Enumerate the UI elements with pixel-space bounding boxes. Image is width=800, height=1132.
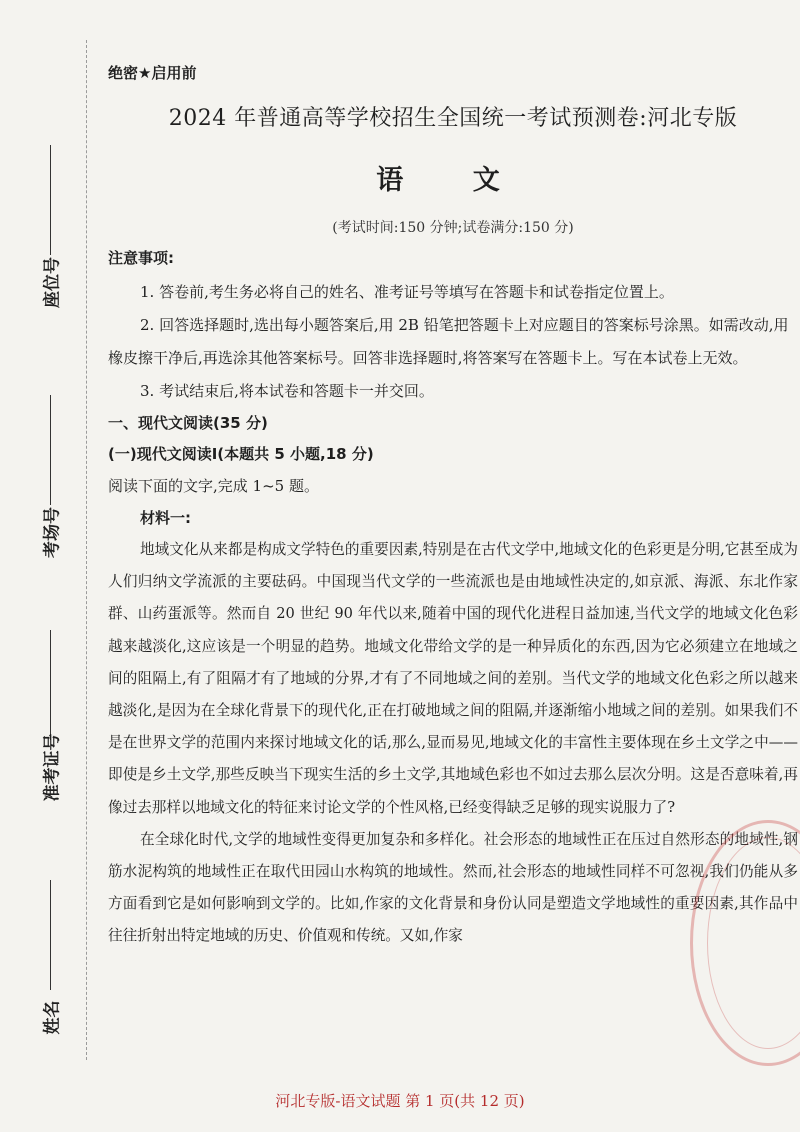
seat-number-label: 座位号 [42,257,63,308]
name-fill-line [50,880,51,990]
exam-room-label: 考场号 [42,507,63,558]
secret-label: 绝密★启用前 [108,64,197,82]
material-paragraph-2: 在全球化时代,文学的地域性变得更加复杂和多样化。社会形态的地域性正在压过自然形态的地域性,钢筋水泥构筑的地域性正在取代田园山水构筑的地域性。然而,社会形态的地域性同样不可忽视,我们仍能从多方面看到它是如何影响到文学的。比如,作家的文化背景和身份认同是塑造文学地域性的重要因素,其作品中往往折射出特定地域的历史、价值观和传统。又如,作家 [108,830,798,945]
subject-title: 语 文 [376,165,530,196]
exam-info: (考试时间:150 分钟;试卷满分:150 分) [332,220,574,236]
notice-item-2: 2. 回答选择题时,选出每小题答案后,用 2B 铅笔把答题卡上对应题目的答案标号涂黑。如需改动,用橡皮擦干净后,再选涂其他答案标号。回答非选择题时,将答案写在答题卡上。写在本试卷上无效。 [108,316,789,367]
section-subheading: (一)现代文阅读Ⅰ(本题共 5 小题,18 分) [108,445,374,463]
exam-page [108,62,798,953]
notice-heading: 注意事项: [108,249,174,267]
side-field-room [30,395,70,558]
page-footer: 河北专版-语文试题 第 1 页(共 12 页) [275,1092,525,1110]
binding-dashed-line [86,40,87,1060]
side-field-name [30,880,70,1035]
material-paragraph-1: 地域文化从来都是构成文学特色的重要因素,特别是在古代文学中,地域文化的色彩更是分明,它甚至成为人们归纳文学流派的主要砝码。中国现当代文学的一些流派也是由地域性决定的,如京派、海派、东北作家群、山药蛋派等。然而自 20 世纪 90 年代以来,随着中国的现代化进程日益加速,当代文学的地域文化色彩越来越淡化,这应该是一个明显的趋势。地域文化带给文学的是一种异质化的东西,因为它必须建立在地域之间的阻隔上,有了阻隔才有了地域的分界,才有了不同地域之间的差别。当代文学的地域文化色彩之所以越来越淡化,是因为在全球化背景下的现代化,正在打破地域之间的阻隔,并逐渐缩小地域之间的差别。如果我们不是在世界文学的范围内来探讨地域文化的话,那么,显而易见,地域文化的丰富性主要体现在乡土文学之中——即使是乡土文学,那些反映当下现实生活的乡土文学,其地域色彩也不如过去那么层次分明。这是否意味着,再像过去那样以地域文化的特征来讨论文学的个性风格,已经变得缺乏足够的现实说服力了? [108,541,798,816]
seat-fill-line [50,145,51,255]
admission-ticket-label: 准考证号 [42,733,63,802]
reading-instruction: 阅读下面的文字,完成 1~5 题。 [108,477,319,495]
notice-item-1: 1. 答卷前,考生务必将自己的姓名、准考证号等填写在答题卡和试卷指定位置上。 [140,283,674,301]
notice-item-3: 3. 考试结束后,将本试卷和答题卡一并交回。 [140,382,434,400]
material-label: 材料一: [140,509,191,527]
room-fill-line [50,395,51,505]
name-label: 姓名 [42,1000,63,1035]
side-field-ticket [30,630,70,802]
side-field-seat [30,145,70,308]
ticket-fill-line [50,630,51,740]
section-heading: 一、现代文阅读(35 分) [108,414,268,432]
exam-title: 2024 年普通高等学校招生全国统一考试预测卷:河北专版 [168,106,738,131]
